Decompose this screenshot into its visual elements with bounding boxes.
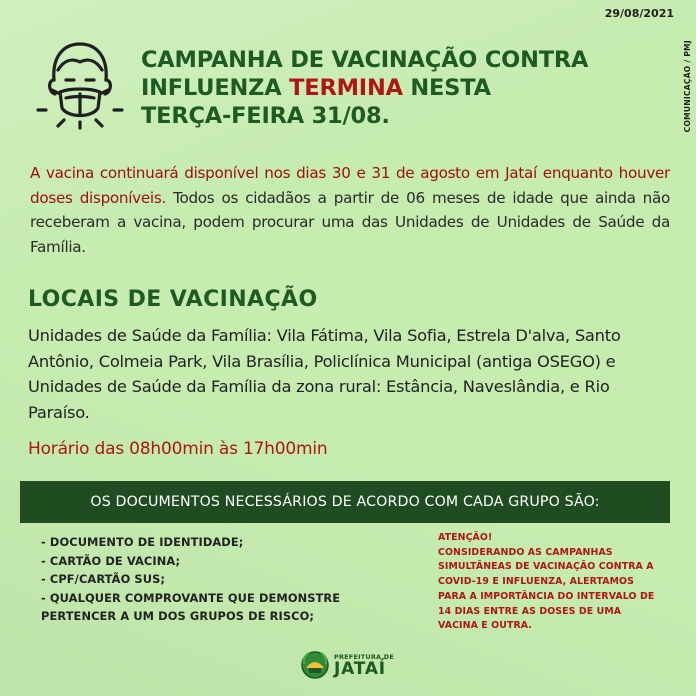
headline-line-1: CAMPANHA DE VACINAÇÃO CONTRA [141, 47, 589, 73]
face-mask-icon [34, 36, 126, 132]
locations-title: LOCAIS DE VACINAÇÃO [28, 287, 318, 312]
list-item: - DOCUMENTO DE IDENTIDADE; [41, 535, 244, 549]
municipal-crest-icon [300, 650, 330, 680]
locations-text: Unidades de Saúde da Família: Vila Fátima, Vila Sofia, Estrela D'alva, Santo Antônio, Colmeia Park, Vila Brasília, Policlínica Municipal (antiga OSEGO) e Unidades de Saúde da Família da zona rural: Estância, Naveslândia, e Rio Paraíso. [28, 326, 621, 422]
post-date: 29/08/2021 [604, 7, 674, 20]
documents-list [41, 533, 411, 626]
headline-highlight: TERMINA [289, 75, 403, 101]
logo-big-text: JATAÍ [334, 658, 386, 679]
logo-text [334, 653, 394, 678]
headline-line-3: TERÇA-FEIRA 31/08. [141, 103, 390, 129]
intro-highlight: A vacina continuará disponível nos dias 30 e 31 de agosto em Jataí enquanto houver doses disponíveis. [30, 164, 670, 207]
headline-prefix: INFLUENZA [141, 75, 290, 101]
intro-text: Todos os cidadãos a partir de 06 meses de idade que ainda não receberam a vacina, podem procurar uma das Unidades de Unidades de Saúde da Família. [30, 188, 671, 256]
attention-notice [438, 531, 656, 634]
city-logo [300, 647, 394, 683]
attention-heading: ATENÇÃO! [438, 532, 493, 543]
list-item: - CPF/CARTÃO SUS; [41, 572, 166, 587]
headline-suffix: NESTA [402, 75, 491, 101]
documents-banner [20, 481, 670, 523]
intro-paragraph [30, 161, 670, 259]
list-item: PERTENCER A UM DOS GRUPOS DE RISCO; [41, 609, 315, 624]
documents-banner-text: OS DOCUMENTOS NECESSÁRIOS DE ACORDO COM CADA GRUPO SÃO: [90, 494, 600, 510]
logo-small-text: PREFEITURA DE [334, 652, 394, 661]
list-item: - QUALQUER COMPROVANTE QUE DEMONSTRE [41, 590, 341, 605]
campaign-headline [141, 46, 671, 130]
headline-line-2 [141, 74, 671, 102]
attention-text: CONSIDERANDO AS CAMPANHAS SIMULTÂNEAS DE VACINAÇÃO CONTRA A COVID-19 E INFLUENZA, ALERTAMOS PARA A IMPORTÂNCIA DO INTERVALO DE 14 DIAS ENTRE AS DOSES DE UMA VACINA E OUTRA. [438, 546, 655, 632]
side-credit: COMUNICAÇÃO / PMJ [683, 40, 692, 133]
list-item: - CARTÃO DE VACINA; [41, 553, 181, 568]
opening-hours: Horário das 08h00min às 17h00min [28, 439, 328, 459]
